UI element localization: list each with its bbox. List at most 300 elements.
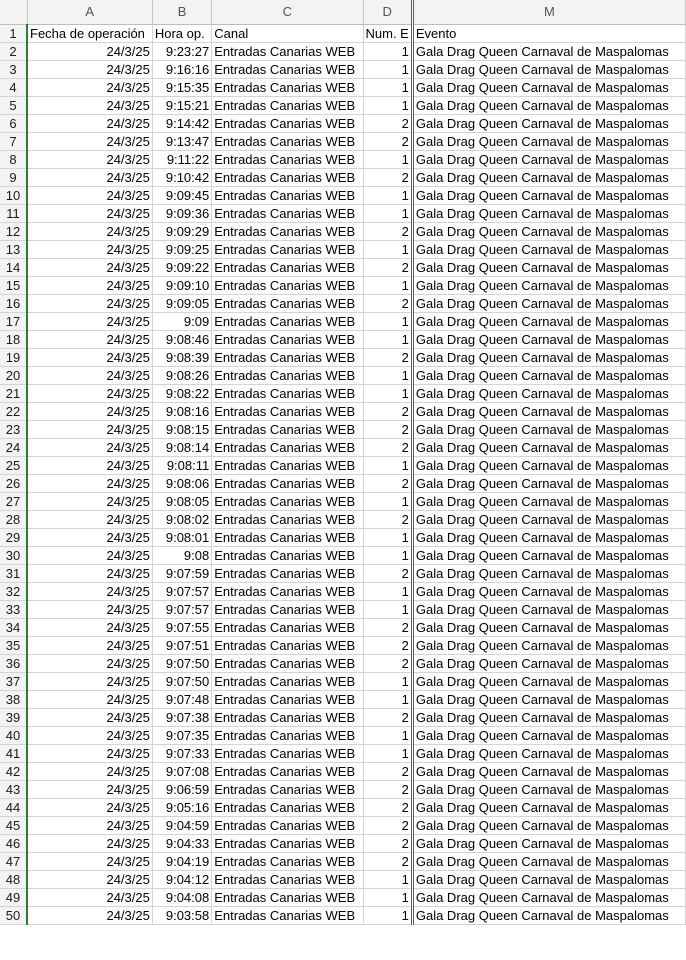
cell-c[interactable]: Entradas Canarias WEB bbox=[212, 673, 363, 691]
cell-c[interactable]: Entradas Canarias WEB bbox=[212, 43, 363, 61]
cell-d[interactable]: 2 bbox=[363, 655, 412, 673]
cell-m[interactable]: Gala Drag Queen Carnaval de Maspalomas bbox=[412, 691, 685, 709]
cell-d[interactable]: 2 bbox=[363, 115, 412, 133]
cell-d[interactable]: Num. E bbox=[363, 25, 412, 43]
row-header[interactable]: 45 bbox=[0, 817, 27, 835]
cell-b[interactable]: 9:07:35 bbox=[152, 727, 211, 745]
cell-c[interactable]: Entradas Canarias WEB bbox=[212, 655, 363, 673]
cell-c[interactable]: Entradas Canarias WEB bbox=[212, 385, 363, 403]
cell-a[interactable]: 24/3/25 bbox=[27, 655, 152, 673]
cell-a[interactable]: 24/3/25 bbox=[27, 295, 152, 313]
row-header[interactable]: 40 bbox=[0, 727, 27, 745]
cell-a[interactable]: 24/3/25 bbox=[27, 115, 152, 133]
cell-a[interactable]: 24/3/25 bbox=[27, 799, 152, 817]
cell-m[interactable]: Gala Drag Queen Carnaval de Maspalomas bbox=[412, 817, 685, 835]
cell-c[interactable]: Entradas Canarias WEB bbox=[212, 835, 363, 853]
cell-d[interactable]: 2 bbox=[363, 511, 412, 529]
row-header[interactable]: 34 bbox=[0, 619, 27, 637]
cell-m[interactable]: Gala Drag Queen Carnaval de Maspalomas bbox=[412, 511, 685, 529]
cell-a[interactable]: 24/3/25 bbox=[27, 457, 152, 475]
cell-a[interactable]: 24/3/25 bbox=[27, 205, 152, 223]
row-header[interactable]: 3 bbox=[0, 61, 27, 79]
cell-b[interactable]: 9:09:29 bbox=[152, 223, 211, 241]
cell-a[interactable]: 24/3/25 bbox=[27, 781, 152, 799]
row-header[interactable]: 6 bbox=[0, 115, 27, 133]
row-header[interactable]: 13 bbox=[0, 241, 27, 259]
cell-m[interactable]: Gala Drag Queen Carnaval de Maspalomas bbox=[412, 601, 685, 619]
cell-a[interactable]: 24/3/25 bbox=[27, 619, 152, 637]
row-header[interactable]: 50 bbox=[0, 907, 27, 925]
cell-m[interactable]: Gala Drag Queen Carnaval de Maspalomas bbox=[412, 727, 685, 745]
row-header[interactable]: 29 bbox=[0, 529, 27, 547]
cell-a[interactable]: 24/3/25 bbox=[27, 601, 152, 619]
select-all-corner[interactable] bbox=[0, 0, 27, 25]
cell-d[interactable]: 2 bbox=[363, 835, 412, 853]
cell-d[interactable]: 1 bbox=[363, 745, 412, 763]
cell-a[interactable]: 24/3/25 bbox=[27, 331, 152, 349]
cell-b[interactable]: 9:09:36 bbox=[152, 205, 211, 223]
row-header[interactable]: 27 bbox=[0, 493, 27, 511]
cell-d[interactable]: 2 bbox=[363, 403, 412, 421]
cell-b[interactable]: 9:07:57 bbox=[152, 601, 211, 619]
cell-m[interactable]: Gala Drag Queen Carnaval de Maspalomas bbox=[412, 223, 685, 241]
cell-b[interactable]: 9:07:50 bbox=[152, 673, 211, 691]
row-header[interactable]: 36 bbox=[0, 655, 27, 673]
cell-m[interactable]: Gala Drag Queen Carnaval de Maspalomas bbox=[412, 295, 685, 313]
row-header[interactable]: 48 bbox=[0, 871, 27, 889]
cell-d[interactable]: 1 bbox=[363, 493, 412, 511]
cell-d[interactable]: 1 bbox=[363, 871, 412, 889]
cell-a[interactable]: 24/3/25 bbox=[27, 367, 152, 385]
column-header-m[interactable]: M bbox=[412, 0, 685, 25]
cell-m[interactable]: Gala Drag Queen Carnaval de Maspalomas bbox=[412, 673, 685, 691]
cell-m[interactable]: Gala Drag Queen Carnaval de Maspalomas bbox=[412, 871, 685, 889]
cell-c[interactable]: Entradas Canarias WEB bbox=[212, 547, 363, 565]
cell-d[interactable]: 1 bbox=[363, 385, 412, 403]
cell-a[interactable]: 24/3/25 bbox=[27, 151, 152, 169]
row-header[interactable]: 16 bbox=[0, 295, 27, 313]
cell-a[interactable]: 24/3/25 bbox=[27, 907, 152, 925]
cell-m[interactable]: Gala Drag Queen Carnaval de Maspalomas bbox=[412, 403, 685, 421]
row-header[interactable]: 5 bbox=[0, 97, 27, 115]
cell-b[interactable]: 9:07:50 bbox=[152, 655, 211, 673]
row-header[interactable]: 11 bbox=[0, 205, 27, 223]
cell-m[interactable]: Gala Drag Queen Carnaval de Maspalomas bbox=[412, 169, 685, 187]
row-header[interactable]: 37 bbox=[0, 673, 27, 691]
cell-m[interactable]: Gala Drag Queen Carnaval de Maspalomas bbox=[412, 565, 685, 583]
cell-b[interactable]: 9:08:26 bbox=[152, 367, 211, 385]
row-header[interactable]: 24 bbox=[0, 439, 27, 457]
cell-b[interactable]: 9:08 bbox=[152, 547, 211, 565]
cell-d[interactable]: 1 bbox=[363, 79, 412, 97]
cell-c[interactable]: Entradas Canarias WEB bbox=[212, 853, 363, 871]
cell-m[interactable]: Gala Drag Queen Carnaval de Maspalomas bbox=[412, 79, 685, 97]
cell-d[interactable]: 1 bbox=[363, 547, 412, 565]
cell-c[interactable]: Entradas Canarias WEB bbox=[212, 529, 363, 547]
cell-d[interactable]: 2 bbox=[363, 817, 412, 835]
cell-b[interactable]: 9:09:22 bbox=[152, 259, 211, 277]
cell-c[interactable]: Entradas Canarias WEB bbox=[212, 691, 363, 709]
cell-a[interactable]: 24/3/25 bbox=[27, 871, 152, 889]
row-header[interactable]: 43 bbox=[0, 781, 27, 799]
cell-d[interactable]: 1 bbox=[363, 529, 412, 547]
row-header[interactable]: 41 bbox=[0, 745, 27, 763]
cell-m[interactable]: Gala Drag Queen Carnaval de Maspalomas bbox=[412, 763, 685, 781]
cell-m[interactable]: Gala Drag Queen Carnaval de Maspalomas bbox=[412, 61, 685, 79]
cell-a[interactable]: 24/3/25 bbox=[27, 817, 152, 835]
cell-a[interactable]: 24/3/25 bbox=[27, 313, 152, 331]
cell-m[interactable]: Gala Drag Queen Carnaval de Maspalomas bbox=[412, 853, 685, 871]
column-header-d[interactable]: D bbox=[363, 0, 412, 25]
cell-d[interactable]: 1 bbox=[363, 277, 412, 295]
cell-c[interactable]: Entradas Canarias WEB bbox=[212, 871, 363, 889]
cell-b[interactable]: 9:15:21 bbox=[152, 97, 211, 115]
cell-m[interactable]: Gala Drag Queen Carnaval de Maspalomas bbox=[412, 367, 685, 385]
row-header[interactable]: 7 bbox=[0, 133, 27, 151]
cell-a[interactable]: 24/3/25 bbox=[27, 727, 152, 745]
row-header[interactable]: 4 bbox=[0, 79, 27, 97]
cell-b[interactable]: 9:07:55 bbox=[152, 619, 211, 637]
cell-c[interactable]: Entradas Canarias WEB bbox=[212, 241, 363, 259]
column-header-c[interactable]: C bbox=[212, 0, 363, 25]
cell-a[interactable]: 24/3/25 bbox=[27, 403, 152, 421]
cell-b[interactable]: 9:09:25 bbox=[152, 241, 211, 259]
cell-a[interactable]: 24/3/25 bbox=[27, 187, 152, 205]
cell-b[interactable]: 9:04:33 bbox=[152, 835, 211, 853]
cell-d[interactable]: 2 bbox=[363, 565, 412, 583]
row-header[interactable]: 19 bbox=[0, 349, 27, 367]
cell-m[interactable]: Evento bbox=[412, 25, 685, 43]
row-header[interactable]: 33 bbox=[0, 601, 27, 619]
cell-c[interactable]: Entradas Canarias WEB bbox=[212, 601, 363, 619]
cell-a[interactable]: 24/3/25 bbox=[27, 691, 152, 709]
cell-m[interactable]: Gala Drag Queen Carnaval de Maspalomas bbox=[412, 313, 685, 331]
cell-a[interactable]: 24/3/25 bbox=[27, 169, 152, 187]
cell-c[interactable]: Entradas Canarias WEB bbox=[212, 637, 363, 655]
cell-a[interactable]: 24/3/25 bbox=[27, 835, 152, 853]
cell-a[interactable]: 24/3/25 bbox=[27, 259, 152, 277]
row-header[interactable]: 22 bbox=[0, 403, 27, 421]
cell-b[interactable]: 9:05:16 bbox=[152, 799, 211, 817]
cell-m[interactable]: Gala Drag Queen Carnaval de Maspalomas bbox=[412, 781, 685, 799]
cell-m[interactable]: Gala Drag Queen Carnaval de Maspalomas bbox=[412, 493, 685, 511]
cell-d[interactable]: 2 bbox=[363, 637, 412, 655]
cell-a[interactable]: 24/3/25 bbox=[27, 889, 152, 907]
row-header[interactable]: 49 bbox=[0, 889, 27, 907]
cell-c[interactable]: Entradas Canarias WEB bbox=[212, 817, 363, 835]
cell-d[interactable]: 2 bbox=[363, 421, 412, 439]
row-header[interactable]: 8 bbox=[0, 151, 27, 169]
cell-m[interactable]: Gala Drag Queen Carnaval de Maspalomas bbox=[412, 133, 685, 151]
cell-m[interactable]: Gala Drag Queen Carnaval de Maspalomas bbox=[412, 619, 685, 637]
cell-m[interactable]: Gala Drag Queen Carnaval de Maspalomas bbox=[412, 277, 685, 295]
cell-a[interactable]: 24/3/25 bbox=[27, 349, 152, 367]
cell-c[interactable]: Entradas Canarias WEB bbox=[212, 205, 363, 223]
cell-b[interactable]: 9:08:06 bbox=[152, 475, 211, 493]
cell-m[interactable]: Gala Drag Queen Carnaval de Maspalomas bbox=[412, 97, 685, 115]
cell-b[interactable]: 9:23:27 bbox=[152, 43, 211, 61]
cell-d[interactable]: 1 bbox=[363, 331, 412, 349]
cell-c[interactable]: Entradas Canarias WEB bbox=[212, 799, 363, 817]
cell-c[interactable]: Entradas Canarias WEB bbox=[212, 79, 363, 97]
cell-m[interactable]: Gala Drag Queen Carnaval de Maspalomas bbox=[412, 187, 685, 205]
cell-c[interactable]: Entradas Canarias WEB bbox=[212, 115, 363, 133]
cell-c[interactable]: Entradas Canarias WEB bbox=[212, 511, 363, 529]
row-header[interactable]: 47 bbox=[0, 853, 27, 871]
cell-b[interactable]: 9:08:02 bbox=[152, 511, 211, 529]
cell-d[interactable]: 1 bbox=[363, 205, 412, 223]
row-header[interactable]: 17 bbox=[0, 313, 27, 331]
cell-c[interactable]: Entradas Canarias WEB bbox=[212, 457, 363, 475]
cell-b[interactable]: 9:08:22 bbox=[152, 385, 211, 403]
cell-c[interactable]: Entradas Canarias WEB bbox=[212, 259, 363, 277]
cell-b[interactable]: 9:08:46 bbox=[152, 331, 211, 349]
row-header[interactable]: 32 bbox=[0, 583, 27, 601]
cell-a[interactable]: 24/3/25 bbox=[27, 97, 152, 115]
cell-a[interactable]: 24/3/25 bbox=[27, 853, 152, 871]
cell-c[interactable]: Entradas Canarias WEB bbox=[212, 349, 363, 367]
cell-d[interactable]: 2 bbox=[363, 799, 412, 817]
cell-b[interactable]: 9:08:14 bbox=[152, 439, 211, 457]
cell-m[interactable]: Gala Drag Queen Carnaval de Maspalomas bbox=[412, 385, 685, 403]
cell-a[interactable]: 24/3/25 bbox=[27, 529, 152, 547]
row-header[interactable]: 30 bbox=[0, 547, 27, 565]
cell-a[interactable]: 24/3/25 bbox=[27, 277, 152, 295]
cell-c[interactable]: Entradas Canarias WEB bbox=[212, 61, 363, 79]
cell-d[interactable]: 1 bbox=[363, 601, 412, 619]
row-header[interactable]: 25 bbox=[0, 457, 27, 475]
cell-d[interactable]: 1 bbox=[363, 313, 412, 331]
row-header[interactable]: 14 bbox=[0, 259, 27, 277]
row-header[interactable]: 26 bbox=[0, 475, 27, 493]
row-header[interactable]: 2 bbox=[0, 43, 27, 61]
cell-a[interactable]: 24/3/25 bbox=[27, 223, 152, 241]
cell-m[interactable]: Gala Drag Queen Carnaval de Maspalomas bbox=[412, 583, 685, 601]
cell-a[interactable]: 24/3/25 bbox=[27, 43, 152, 61]
cell-b[interactable]: 9:08:01 bbox=[152, 529, 211, 547]
row-header[interactable]: 31 bbox=[0, 565, 27, 583]
cell-m[interactable]: Gala Drag Queen Carnaval de Maspalomas bbox=[412, 637, 685, 655]
cell-c[interactable]: Entradas Canarias WEB bbox=[212, 619, 363, 637]
cell-d[interactable]: 1 bbox=[363, 457, 412, 475]
cell-c[interactable]: Entradas Canarias WEB bbox=[212, 187, 363, 205]
row-header[interactable]: 18 bbox=[0, 331, 27, 349]
row-header[interactable]: 15 bbox=[0, 277, 27, 295]
cell-c[interactable]: Entradas Canarias WEB bbox=[212, 565, 363, 583]
cell-m[interactable]: Gala Drag Queen Carnaval de Maspalomas bbox=[412, 331, 685, 349]
cell-b[interactable]: 9:08:15 bbox=[152, 421, 211, 439]
column-header-a[interactable]: A bbox=[27, 0, 152, 25]
cell-b[interactable]: 9:09:10 bbox=[152, 277, 211, 295]
cell-b[interactable]: 9:08:39 bbox=[152, 349, 211, 367]
cell-a[interactable]: 24/3/25 bbox=[27, 763, 152, 781]
cell-b[interactable]: 9:04:19 bbox=[152, 853, 211, 871]
cell-b[interactable]: 9:06:59 bbox=[152, 781, 211, 799]
cell-d[interactable]: 2 bbox=[363, 349, 412, 367]
cell-d[interactable]: 2 bbox=[363, 223, 412, 241]
cell-d[interactable]: 2 bbox=[363, 475, 412, 493]
cell-b[interactable]: 9:15:35 bbox=[152, 79, 211, 97]
cell-b[interactable]: 9:04:12 bbox=[152, 871, 211, 889]
cell-b[interactable]: 9:16:16 bbox=[152, 61, 211, 79]
cell-c[interactable]: Entradas Canarias WEB bbox=[212, 763, 363, 781]
cell-c[interactable]: Entradas Canarias WEB bbox=[212, 403, 363, 421]
cell-c[interactable]: Entradas Canarias WEB bbox=[212, 169, 363, 187]
cell-c[interactable]: Entradas Canarias WEB bbox=[212, 277, 363, 295]
cell-a[interactable]: 24/3/25 bbox=[27, 583, 152, 601]
row-header[interactable]: 20 bbox=[0, 367, 27, 385]
cell-d[interactable]: 1 bbox=[363, 583, 412, 601]
cell-m[interactable]: Gala Drag Queen Carnaval de Maspalomas bbox=[412, 205, 685, 223]
cell-d[interactable]: 1 bbox=[363, 727, 412, 745]
cell-a[interactable]: 24/3/25 bbox=[27, 61, 152, 79]
row-header[interactable]: 46 bbox=[0, 835, 27, 853]
cell-b[interactable]: Hora op. bbox=[152, 25, 211, 43]
cell-c[interactable]: Entradas Canarias WEB bbox=[212, 367, 363, 385]
row-header[interactable]: 38 bbox=[0, 691, 27, 709]
cell-m[interactable]: Gala Drag Queen Carnaval de Maspalomas bbox=[412, 457, 685, 475]
cell-b[interactable]: 9:07:38 bbox=[152, 709, 211, 727]
row-header[interactable]: 1 bbox=[0, 25, 27, 43]
row-header[interactable]: 23 bbox=[0, 421, 27, 439]
cell-c[interactable]: Entradas Canarias WEB bbox=[212, 421, 363, 439]
cell-a[interactable]: 24/3/25 bbox=[27, 547, 152, 565]
cell-c[interactable]: Canal bbox=[212, 25, 363, 43]
cell-m[interactable]: Gala Drag Queen Carnaval de Maspalomas bbox=[412, 907, 685, 925]
cell-m[interactable]: Gala Drag Queen Carnaval de Maspalomas bbox=[412, 475, 685, 493]
cell-c[interactable]: Entradas Canarias WEB bbox=[212, 907, 363, 925]
cell-d[interactable]: 1 bbox=[363, 187, 412, 205]
cell-m[interactable]: Gala Drag Queen Carnaval de Maspalomas bbox=[412, 799, 685, 817]
cell-c[interactable]: Entradas Canarias WEB bbox=[212, 727, 363, 745]
cell-c[interactable]: Entradas Canarias WEB bbox=[212, 223, 363, 241]
cell-c[interactable]: Entradas Canarias WEB bbox=[212, 745, 363, 763]
row-header[interactable]: 35 bbox=[0, 637, 27, 655]
cell-b[interactable]: 9:11:22 bbox=[152, 151, 211, 169]
cell-b[interactable]: 9:04:59 bbox=[152, 817, 211, 835]
cell-m[interactable]: Gala Drag Queen Carnaval de Maspalomas bbox=[412, 835, 685, 853]
cell-m[interactable]: Gala Drag Queen Carnaval de Maspalomas bbox=[412, 745, 685, 763]
cell-m[interactable]: Gala Drag Queen Carnaval de Maspalomas bbox=[412, 421, 685, 439]
cell-d[interactable]: 1 bbox=[363, 61, 412, 79]
cell-d[interactable]: 1 bbox=[363, 889, 412, 907]
cell-c[interactable]: Entradas Canarias WEB bbox=[212, 97, 363, 115]
cell-d[interactable]: 2 bbox=[363, 763, 412, 781]
cell-c[interactable]: Entradas Canarias WEB bbox=[212, 331, 363, 349]
cell-d[interactable]: 1 bbox=[363, 691, 412, 709]
row-header[interactable]: 12 bbox=[0, 223, 27, 241]
cell-d[interactable]: 1 bbox=[363, 241, 412, 259]
cell-a[interactable]: 24/3/25 bbox=[27, 745, 152, 763]
cell-m[interactable]: Gala Drag Queen Carnaval de Maspalomas bbox=[412, 151, 685, 169]
cell-c[interactable]: Entradas Canarias WEB bbox=[212, 583, 363, 601]
cell-b[interactable]: 9:03:58 bbox=[152, 907, 211, 925]
cell-a[interactable]: 24/3/25 bbox=[27, 439, 152, 457]
cell-m[interactable]: Gala Drag Queen Carnaval de Maspalomas bbox=[412, 547, 685, 565]
cell-c[interactable]: Entradas Canarias WEB bbox=[212, 889, 363, 907]
cell-m[interactable]: Gala Drag Queen Carnaval de Maspalomas bbox=[412, 709, 685, 727]
cell-d[interactable]: 2 bbox=[363, 619, 412, 637]
row-header[interactable]: 9 bbox=[0, 169, 27, 187]
cell-d[interactable]: 1 bbox=[363, 907, 412, 925]
cell-b[interactable]: 9:09:45 bbox=[152, 187, 211, 205]
cell-d[interactable]: 2 bbox=[363, 169, 412, 187]
cell-c[interactable]: Entradas Canarias WEB bbox=[212, 475, 363, 493]
cell-b[interactable]: 9:09 bbox=[152, 313, 211, 331]
cell-b[interactable]: 9:08:11 bbox=[152, 457, 211, 475]
cell-m[interactable]: Gala Drag Queen Carnaval de Maspalomas bbox=[412, 655, 685, 673]
column-header-b[interactable]: B bbox=[152, 0, 211, 25]
cell-d[interactable]: 2 bbox=[363, 259, 412, 277]
row-header[interactable]: 10 bbox=[0, 187, 27, 205]
cell-b[interactable]: 9:07:51 bbox=[152, 637, 211, 655]
cell-m[interactable]: Gala Drag Queen Carnaval de Maspalomas bbox=[412, 529, 685, 547]
cell-d[interactable]: 2 bbox=[363, 295, 412, 313]
cell-m[interactable]: Gala Drag Queen Carnaval de Maspalomas bbox=[412, 115, 685, 133]
cell-b[interactable]: 9:13:47 bbox=[152, 133, 211, 151]
cell-m[interactable]: Gala Drag Queen Carnaval de Maspalomas bbox=[412, 439, 685, 457]
cell-m[interactable]: Gala Drag Queen Carnaval de Maspalomas bbox=[412, 259, 685, 277]
cell-c[interactable]: Entradas Canarias WEB bbox=[212, 439, 363, 457]
cell-a[interactable]: 24/3/25 bbox=[27, 385, 152, 403]
cell-b[interactable]: 9:07:59 bbox=[152, 565, 211, 583]
cell-m[interactable]: Gala Drag Queen Carnaval de Maspalomas bbox=[412, 43, 685, 61]
cell-d[interactable]: 2 bbox=[363, 781, 412, 799]
cell-c[interactable]: Entradas Canarias WEB bbox=[212, 313, 363, 331]
cell-d[interactable]: 2 bbox=[363, 709, 412, 727]
cell-d[interactable]: 2 bbox=[363, 133, 412, 151]
row-header[interactable]: 28 bbox=[0, 511, 27, 529]
cell-c[interactable]: Entradas Canarias WEB bbox=[212, 709, 363, 727]
cell-b[interactable]: 9:07:57 bbox=[152, 583, 211, 601]
cell-d[interactable]: 1 bbox=[363, 367, 412, 385]
cell-c[interactable]: Entradas Canarias WEB bbox=[212, 151, 363, 169]
cell-b[interactable]: 9:08:16 bbox=[152, 403, 211, 421]
cell-a[interactable]: 24/3/25 bbox=[27, 637, 152, 655]
cell-a[interactable]: 24/3/25 bbox=[27, 133, 152, 151]
cell-c[interactable]: Entradas Canarias WEB bbox=[212, 781, 363, 799]
cell-d[interactable]: 2 bbox=[363, 439, 412, 457]
cell-m[interactable]: Gala Drag Queen Carnaval de Maspalomas bbox=[412, 349, 685, 367]
cell-a[interactable]: 24/3/25 bbox=[27, 565, 152, 583]
cell-c[interactable]: Entradas Canarias WEB bbox=[212, 493, 363, 511]
cell-d[interactable]: 1 bbox=[363, 43, 412, 61]
cell-d[interactable]: 1 bbox=[363, 151, 412, 169]
cell-a[interactable]: 24/3/25 bbox=[27, 241, 152, 259]
cell-a[interactable]: 24/3/25 bbox=[27, 475, 152, 493]
cell-a[interactable]: 24/3/25 bbox=[27, 673, 152, 691]
cell-c[interactable]: Entradas Canarias WEB bbox=[212, 133, 363, 151]
cell-a[interactable]: 24/3/25 bbox=[27, 421, 152, 439]
cell-b[interactable]: 9:07:08 bbox=[152, 763, 211, 781]
cell-b[interactable]: 9:04:08 bbox=[152, 889, 211, 907]
cell-a[interactable]: Fecha de operación bbox=[27, 25, 152, 43]
cell-b[interactable]: 9:07:33 bbox=[152, 745, 211, 763]
cell-b[interactable]: 9:08:05 bbox=[152, 493, 211, 511]
cell-a[interactable]: 24/3/25 bbox=[27, 493, 152, 511]
cell-b[interactable]: 9:09:05 bbox=[152, 295, 211, 313]
cell-b[interactable]: 9:14:42 bbox=[152, 115, 211, 133]
cell-a[interactable]: 24/3/25 bbox=[27, 709, 152, 727]
row-header[interactable]: 44 bbox=[0, 799, 27, 817]
cell-b[interactable]: 9:10:42 bbox=[152, 169, 211, 187]
cell-d[interactable]: 2 bbox=[363, 853, 412, 871]
row-header[interactable]: 39 bbox=[0, 709, 27, 727]
row-header[interactable]: 21 bbox=[0, 385, 27, 403]
cell-m[interactable]: Gala Drag Queen Carnaval de Maspalomas bbox=[412, 241, 685, 259]
cell-a[interactable]: 24/3/25 bbox=[27, 79, 152, 97]
cell-d[interactable]: 1 bbox=[363, 97, 412, 115]
